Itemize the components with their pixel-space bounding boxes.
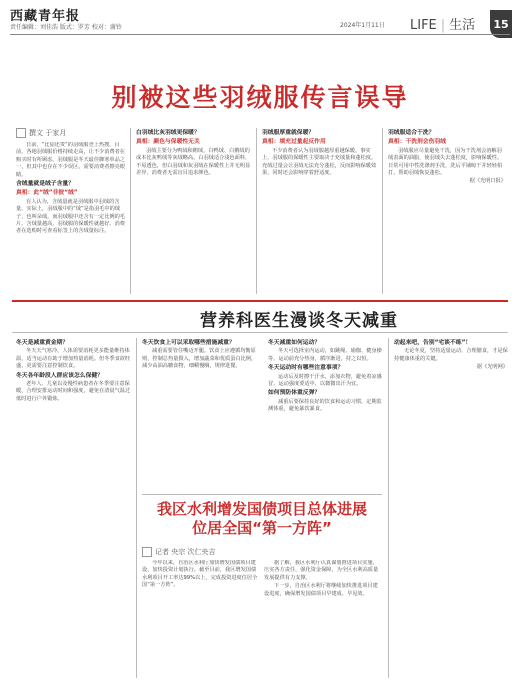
q3-answer-title: 真相：填充过量起反作用	[262, 139, 326, 146]
a3-body1: 今年以来，自治区水利厅加快增发国债项目建设，加快投资计划执行。截至目前，我区增发国债水利项目开工率达99%以上，完成投资进度位居全国“第一方阵”。	[142, 560, 258, 589]
masthead	[0, 0, 520, 40]
a2-q4: 冬天减重如何运动？	[268, 340, 321, 346]
byline-icon	[142, 547, 152, 557]
a2-q7: 动起来吧，告别“宅谈不练”！	[394, 340, 472, 346]
a3-body2: 据了解，我区水利厅认真谋划推进项目实施，压实各方责任，强化资金保障，为全区水利高质量发展提供有力支撑。	[264, 560, 379, 581]
page-number: 15	[490, 10, 512, 38]
article1-source: 据《光明日报》	[469, 178, 506, 185]
article1-col2	[136, 128, 252, 294]
article2-col3	[268, 338, 384, 488]
column-divider	[136, 338, 137, 678]
editor-info: 责任编辑：刘佳浩 版式：罗芳 校对：谢铃	[10, 24, 122, 31]
article2-source: 据《光明网》	[476, 364, 508, 371]
a2-q6: 如何预防体重反弹？	[268, 390, 321, 397]
a2-q1-body: 冬天天气寒冷，人体需要消耗更多能量维持体温，适当运动有助于增加热量消耗。但冬季食欲旺盛，更需要注意控制饮食。	[16, 348, 131, 370]
q1-answer-title: 真相：此“绒”非彼“绒”	[16, 190, 78, 197]
article3-col1	[142, 560, 260, 678]
q4-answer-title: 真相：干洗剂会伤羽绒	[388, 139, 446, 146]
column-divider	[382, 128, 383, 294]
a2-q5: 冬天运动时有哪些注意事项？	[268, 365, 344, 372]
a2-q3: 冬天各年龄段人群应该怎么保健？	[16, 372, 103, 379]
article1-col1	[16, 142, 126, 294]
article2-col4	[394, 338, 508, 678]
article3-rule	[142, 494, 382, 495]
q2-answer-title: 真相：颜色与保暖性无关	[136, 139, 200, 146]
article1-col3	[262, 128, 378, 294]
article1-byline: 撰文 于家月	[16, 128, 66, 138]
article2-col1	[16, 338, 132, 678]
a2-q5-body: 运动后及时擦干汗水，添加衣物，避免着凉感冒。运动强度要适中，以微微出汗为宜。	[268, 373, 382, 388]
column-divider	[388, 338, 389, 678]
article3-byline: 记者 央宗 次仁央吉	[142, 547, 215, 557]
a2-q1: 冬天是减重黄金期？	[16, 340, 69, 346]
article3-headline-line2: 位居全国“第一方阵”	[192, 519, 332, 537]
article1-headline: 别被这些羽绒服传言误导	[111, 83, 409, 112]
a2-q3-body: 老年人、儿童以及慢性病患者在冬季要注意保暖，合理安排运动时间和强度，避免在清晨气温过低时进行户外锻炼。	[16, 381, 131, 402]
q1-body: 有人认为，含绒量就是羽绒服中羽绒的含量。实际上，羽绒服中的“绒”是指羽毛中的绒子，也叫朵绒，而羽绒服中还含有一定比例的毛片。含绒量越高，羽绒服的保暖性就越好。消费者在选购时可查看标签上的含绒量标注。	[16, 198, 125, 235]
a3-body3: 下一步，自治区水利厅将继续加快推进项目建设进度，确保增发国债项目早建成、早见效。	[264, 583, 378, 597]
masthead-rule	[10, 34, 510, 35]
byline-icon	[16, 128, 26, 138]
article1-intro: 日前，“比貂还贵”的羽绒服登上热搜。目前，各地羽绒服价格持续走高，让不少消费者在购买时有所顾虑。羽绒服是冬天最佳御寒单品之一，但其中也存在不少误区，需要消费者擦亮眼睛。	[16, 142, 125, 178]
q3-body: 不少消费者认为羽绒服越厚重越保暖。事实上，羽绒服的保暖性主要取决于充绒量和蓬松度。充绒过量会让羽绒无法充分蓬松，反而影响保暖效果，同时还会影响穿着舒适度。	[262, 147, 377, 177]
q2-heading: 白羽绒比灰羽绒更保暖？	[136, 130, 200, 136]
article3-headline	[142, 500, 382, 538]
article3-col2	[264, 560, 382, 678]
q4-heading: 羽绒服适合干洗？	[388, 130, 435, 136]
section-divider	[12, 300, 508, 302]
a2-q7-body: 无论冬夏，坚持适量运动、合理膳食，才是保持健康体重的关键。	[394, 348, 508, 362]
article3-headline-line1: 我区水利增发国债项目总体进展	[156, 500, 367, 518]
section-en: LIFE	[410, 18, 437, 33]
a2-q2: 冬天饮食上可以采取哪些措施减重？	[142, 340, 235, 346]
q4-body: 羽绒服应尽量避免干洗，因为干洗剂会溶解羽绒表面的油脂，使羽绒失去蓬松度，影响保暖性。日常可用中性洗涤剂手洗，洗后平铺晾干并轻轻拍打，帮助羽绒恢复蓬松。	[388, 147, 503, 177]
q3-heading: 羽绒服厚重就保暖？	[262, 130, 315, 136]
q1-heading: 含绒量就是绒子含量？	[16, 181, 74, 188]
section-label: LIFE | 生活	[410, 18, 476, 33]
a2-q6-body: 减重后要保持良好的饮食和运动习惯，定期监测体重，避免暴饮暴食。	[268, 398, 382, 413]
issue-date: 2024年1月11日	[340, 22, 385, 29]
a2-q4-body: 冬天可选择室内运动，如跳绳、瑜伽、健身操等。运动前充分热身，循序渐进，持之以恒。	[268, 348, 382, 362]
newspaper-name: 西藏青年报	[10, 9, 81, 24]
section-cn: 生活	[449, 18, 476, 33]
article2-col2	[142, 338, 258, 488]
a2-q2-body: 减重需要管住嘴迈开腿。饮食上应遵循均衡原则，控制总热量摄入，增加蔬菜和优质蛋白比例，减少高油高糖食物，细嚼慢咽，规律进餐。	[142, 348, 257, 370]
article2-rule	[12, 332, 508, 333]
q2-body: 羽绒主要分为鸭绒和鹅绒，白鸭绒、白鹅绒的成本比灰鸭绒等灰绒略高。白羽绒适合浅色面料，不易透色，但白羽绒和灰羽绒在保暖性上并无明显差异，消费者无需盲目追求颜色。	[136, 147, 251, 177]
column-divider	[256, 128, 257, 294]
article1-col4	[388, 128, 506, 294]
article2-headline: 营养科医生漫谈冬天减重	[200, 311, 398, 331]
column-divider	[130, 128, 131, 294]
